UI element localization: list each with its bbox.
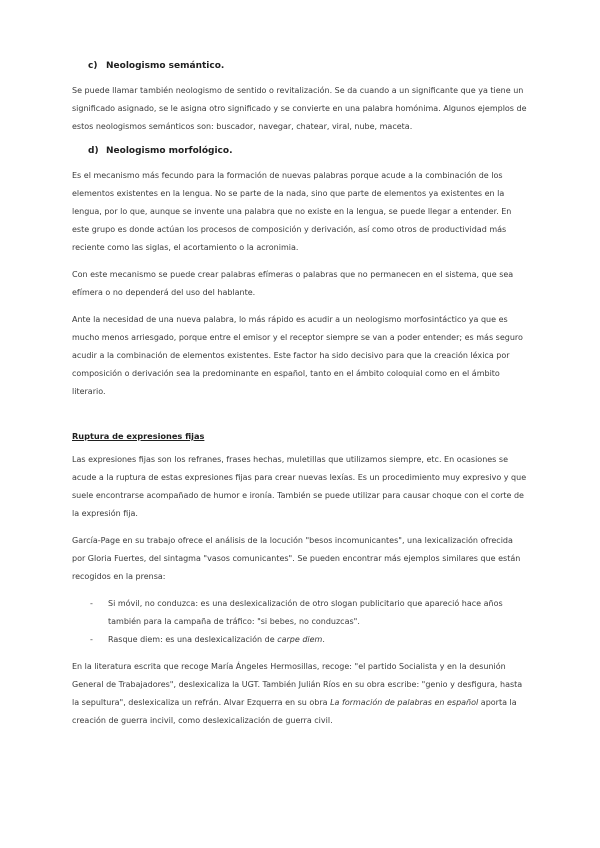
section-title-ruptura: Ruptura de expresiones fijas: [72, 431, 205, 441]
heading-letter: d): [88, 146, 99, 156]
heading-title: Neologismo semántico.: [106, 61, 225, 71]
example-list: [72, 595, 528, 649]
paragraph-semantico: Se puede llamar también neologismo de sentido o revitalización. Se da cuando a un significante que ya tiene un significado asignado, se le asigna otro significado y se convierte en una palabra homónima. Algunos ejemplos de estos neologismos semánticos son: buscador, navegar, chatear, viral, nube, maceta.: [72, 86, 527, 131]
paragraph-morfologico-1: Es el mecanismo más fecundo para la formación de nuevas palabras porque acude a la combinación de los elementos existentes en la lengua. No se parte de la nada, sino que parte de elementos ya existentes en la lengua, por lo que, aunque se invente una palabra que no existe en la lengua, se puede llegar a entender. En este grupo es donde actúan los procesos de composición y derivación, así como otros de productividad más reciente como las siglas, el acortamiento o la acronimia.: [72, 171, 512, 252]
paragraph-morfologico-2: Con este mecanismo se puede crear palabras efímeras o palabras que no permanecen en el sistema, que sea efímera o no dependerá del uso del hablante.: [72, 270, 514, 297]
list-item-text: Rasque diem: es una deslexicalización de: [108, 635, 278, 644]
bullet-dash: -: [90, 599, 93, 608]
paragraph-ruptura-1: Las expresiones fijas son los refranes, frases hechas, muletillas que utilizamos siempre, etc. En ocasiones se acude a la ruptura de estas expresiones fijas para crear nuevas lexías. Es un procedimiento muy expresivo y que suele encontrarse acompañado de humor e ironía. También se puede utilizar para causar choque con el corte de la expresión fija.: [72, 455, 527, 518]
paragraph-ruptura-3: [72, 658, 528, 730]
paragraph-text: aporta la creación de guerra incivil, como deslexicalización de guerra civil.: [72, 698, 517, 725]
paragraph-ruptura-2: García-Page en su trabajo ofrece el análisis de la locución "besos incomunicantes", una lexicalización ofrecida por Gloria Fuertes, del sintagma "vasos comunicantes". Se pueden encontrar más ejemplos similares que están recogidos en la prensa:: [72, 536, 521, 581]
list-item-suffix: .: [322, 635, 325, 644]
heading-title: Neologismo morfológico.: [106, 146, 233, 156]
bullet-dash: -: [90, 635, 93, 644]
heading-neologismo-semantico: [88, 60, 528, 72]
paragraph-morfologico-3: Ante la necesidad de una nueva palabra, lo más rápido es acudir a un neologismo morfosintáctico ya que es mucho menos arriesgado, porque entre el emisor y el receptor siempre se van a poder entender; es más seguro acudir a la combinación de elementos existentes. Este factor ha sido decisivo para que la creación léxica por composición o derivación sea la predominante en español, tanto en el ámbito coloquial como en el ámbito literario.: [72, 315, 523, 396]
list-item-text: Si móvil, no conduzca: es una deslexicalización de otro slogan publicitario que apareció hace años también para la campaña de tráfico: "si bebes, no conduzcas".: [108, 599, 503, 626]
list-item: [72, 595, 528, 631]
heading-neologismo-morfologico: [88, 145, 528, 157]
paragraph-text: En la literatura escrita que recoge María Ángeles Hermosillas, recoge: "el partido Socialista y en la desunión General de Trabajadores", deslexicaliza la UGT. También Julián Ríos en su obra escribe: "genio y desfigura, hasta la sepultura", deslexicaliza un refrán. Alvar Ezquerra en su obra: [72, 662, 523, 707]
list-item: [72, 631, 528, 649]
list-item-italic: carpe diem: [277, 635, 323, 644]
heading-letter: c): [88, 61, 98, 71]
book-title: La formación de palabras en español: [330, 698, 479, 707]
document-page: [72, 60, 528, 730]
